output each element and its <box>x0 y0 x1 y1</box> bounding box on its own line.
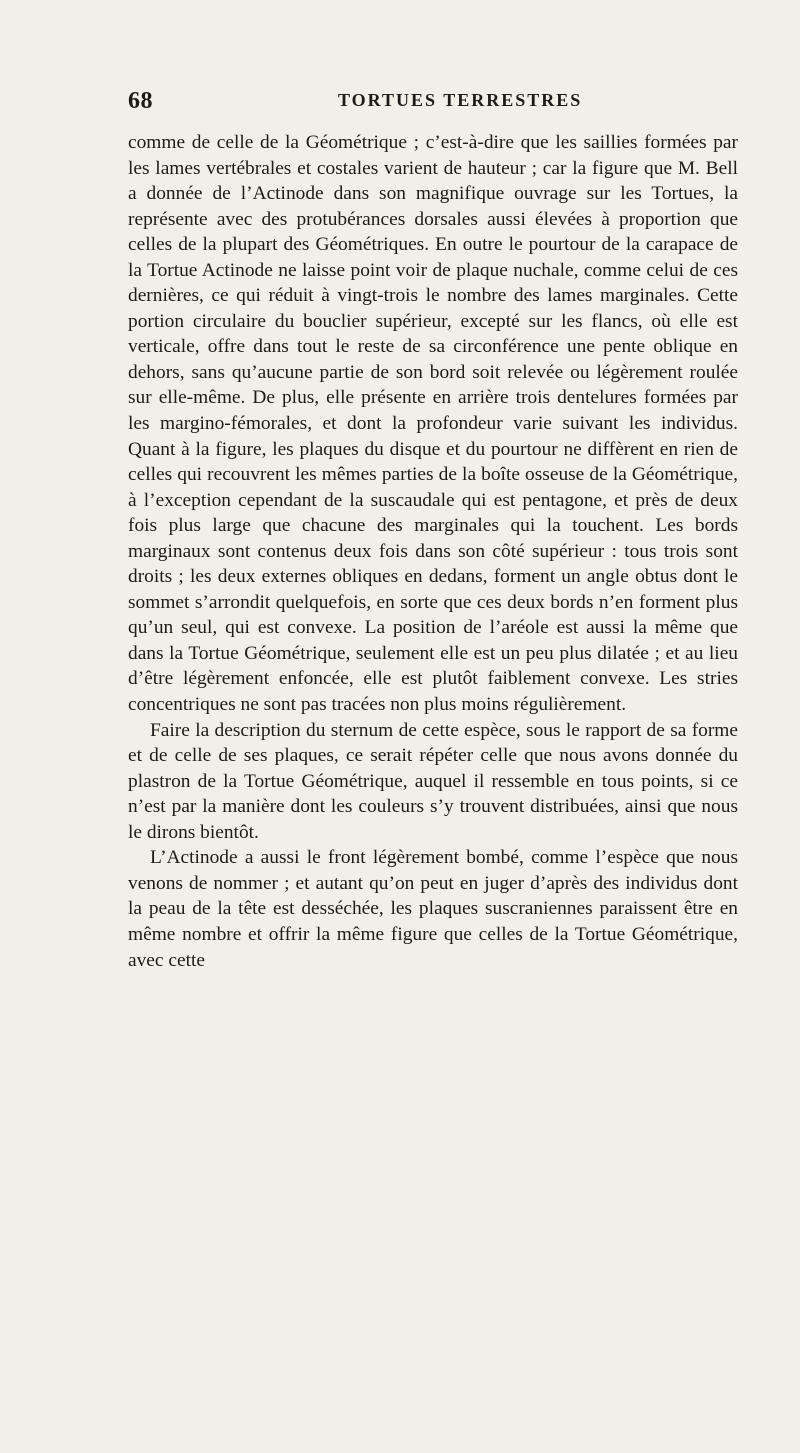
paragraph-2: Faire la description du sternum de cette espèce, sous le rapport de sa forme et de celle de ses plaques, ce serait répéter celle que nous avons donnée du plastron de la Tortue Géométrique, auquel il ressemble en tous points, si ce n’est par la manière dont les couleurs s’y trouvent distribuées, ainsi que nous le dirons bientôt. <box>128 719 738 843</box>
paragraph-1: comme de celle de la Géométrique ; c’est-à-dire que les saillies formées par les lames vertébrales et costales varient de hauteur ; car la figure que M. Bell a donnée de l’Actinode dans son magnifique ouvrage sur les Tortues, la représente avec des protubérances dorsales aussi élevées à proportion que celles de la plupart des Géométriques. En outre le pourtour de la carapace de la Tortue Actinode ne laisse point voir de plaque nuchale, comme celui de ces dernières, ce qui réduit à vingt-trois le nombre des lames marginales. Cette portion circulaire du bouclier supérieur, excepté sur les flancs, où elle est verticale, offre dans tout le reste de sa circonférence une pente oblique en dehors, sans qu’aucune partie de son bord soit relevée ou légèrement roulée sur elle-même. De plus, elle présente en arrière trois dentelures formées par les margino-fémorales, et dont la profondeur varie suivant les individus. Quant à la figure, les plaques du disque et du pourtour ne diffèrent en rien de celles qui recouvrent les mêmes parties de la boîte osseuse de la Géométrique, à l’exception cependant de la suscaudale qui est pentagone, et près de deux fois plus large que chacune des marginales qui la touchent. Les bords marginaux sont contenus deux fois dans son côté supérieur : tous trois sont droits ; les deux externes obliques en dedans, forment un angle obtus dont le sommet s’arrondit quelquefois, en sorte que ces deux bords n’en forment plus qu’un seul, qui est convexe. La position de l’aréole est aussi la même que dans la Tortue Géométrique, seulement elle est un peu plus dilatée ; et au lieu d’être légèrement enfoncée, elle est plutôt faiblement convexe. Les stries concentriques ne sont pas tracées non plus moins régulièrement. <box>128 132 738 716</box>
body-text <box>128 130 738 973</box>
running-title: TORTUES TERRESTRES <box>338 90 583 110</box>
paragraph-3: L’Actinode a aussi le front légèrement bombé, comme l’espèce que nous venons de nommer ; et autant qu’on peut en juger d’après des individus dont la peau de la tête est desséchée, les plaques suscraniennes paraissent être en même nombre et offrir la même figure que celles de la Tortue Géométrique, avec cette <box>128 847 738 971</box>
page-number: 68 <box>128 88 153 114</box>
page-header <box>128 88 738 128</box>
